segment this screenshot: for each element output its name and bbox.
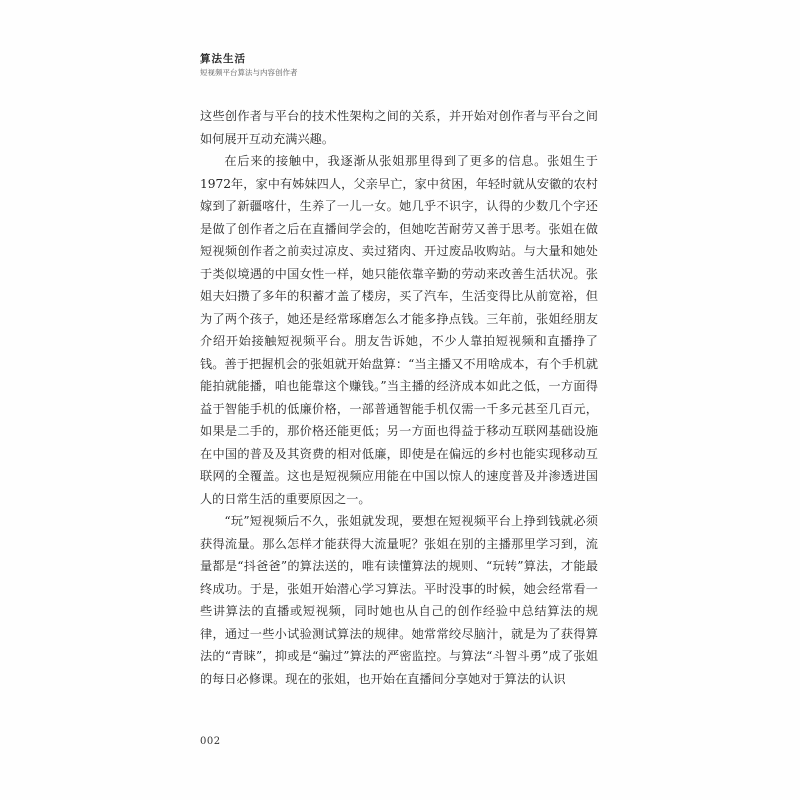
paragraph: “玩”短视频后不久，张姐就发现，要想在短视频平台上挣到钱就必须获得流量。那么怎样才能获得大流量呢？张姐在别的主播那里学习到，流量都是“抖爸爸”的算法送的，唯有读懂算法的规则、“玩转”算法，才能最终成功。于是，张姐开始潜心学习算法。平时没事的时候，她会经常看一些讲算法的直播或短视频，同时她也从自己的创作经验中总结算法的规律，通过一些小试验测试算法的规律。她常常绞尽脑汁，就是为了获得算法的“青睐”，抑或是“骗过”算法的严密监控。与算法“斗智斗勇”成了张姐的每日必修课。现在的张姐，也开始在直播间分享她对于算法的认识 bbox=[200, 514, 598, 686]
body-text bbox=[200, 105, 598, 690]
paragraph: 在后来的接触中，我逐渐从张姐那里得到了更多的信息。张姐生于1972年，家中有姊妹四人，父亲早亡，家中贫困，年轻时就从安徽的农村嫁到了新疆喀什，生养了一儿一女。她几乎不识字，认得的少数几个字还是做了创作者之后在直播间学会的，但她吃苦耐劳又善于思考。张姐在做短视频创作者之前卖过凉皮、卖过猪肉、开过废品收购站。与大量和她处于类似境遇的中国女性一样，她只能依靠辛勤的劳动来改善生活状况。张姐夫妇攒了多年的积蓄才盖了楼房，买了汽车，生活变得比从前宽裕，但为了两个孩子，她还是经常琢磨怎么才能多挣点钱。三年前，张姐经朋友介绍开始接触短视频平台。朋友告诉她，不少人靠拍短视频和直播挣了钱。善于把握机会的张姐就开始盘算：“当主播又不用啥成本，有个手机就能拍就能播，咱也能靠这个赚钱。”当主播的经济成本如此之低，一方面得益于智能手机的低廉价格，一部普通智能手机仅需一千多元甚至几百元，如果是二手的，那价格还能更低；另一方面也得益于移动互联网基础设施在中国的普及及其资费的相对低廉，即使是在偏远的乡村也能实现移动互联网的全覆盖。这也是短视频应用能在中国以惊人的速度普及并渗透进国人的日常生活的重要原因之一。 bbox=[200, 154, 598, 506]
book-title: 算法生活 bbox=[200, 53, 246, 65]
page-number: 002 bbox=[200, 736, 221, 747]
book-subtitle: 短视频平台算法与内容创作者 bbox=[200, 68, 298, 77]
paragraph-continued: 这些创作者与平台的技术性架构之间的关系，并开始对创作者与平台之间如何展开互动充满兴趣。 bbox=[200, 109, 598, 146]
running-head bbox=[200, 52, 600, 78]
